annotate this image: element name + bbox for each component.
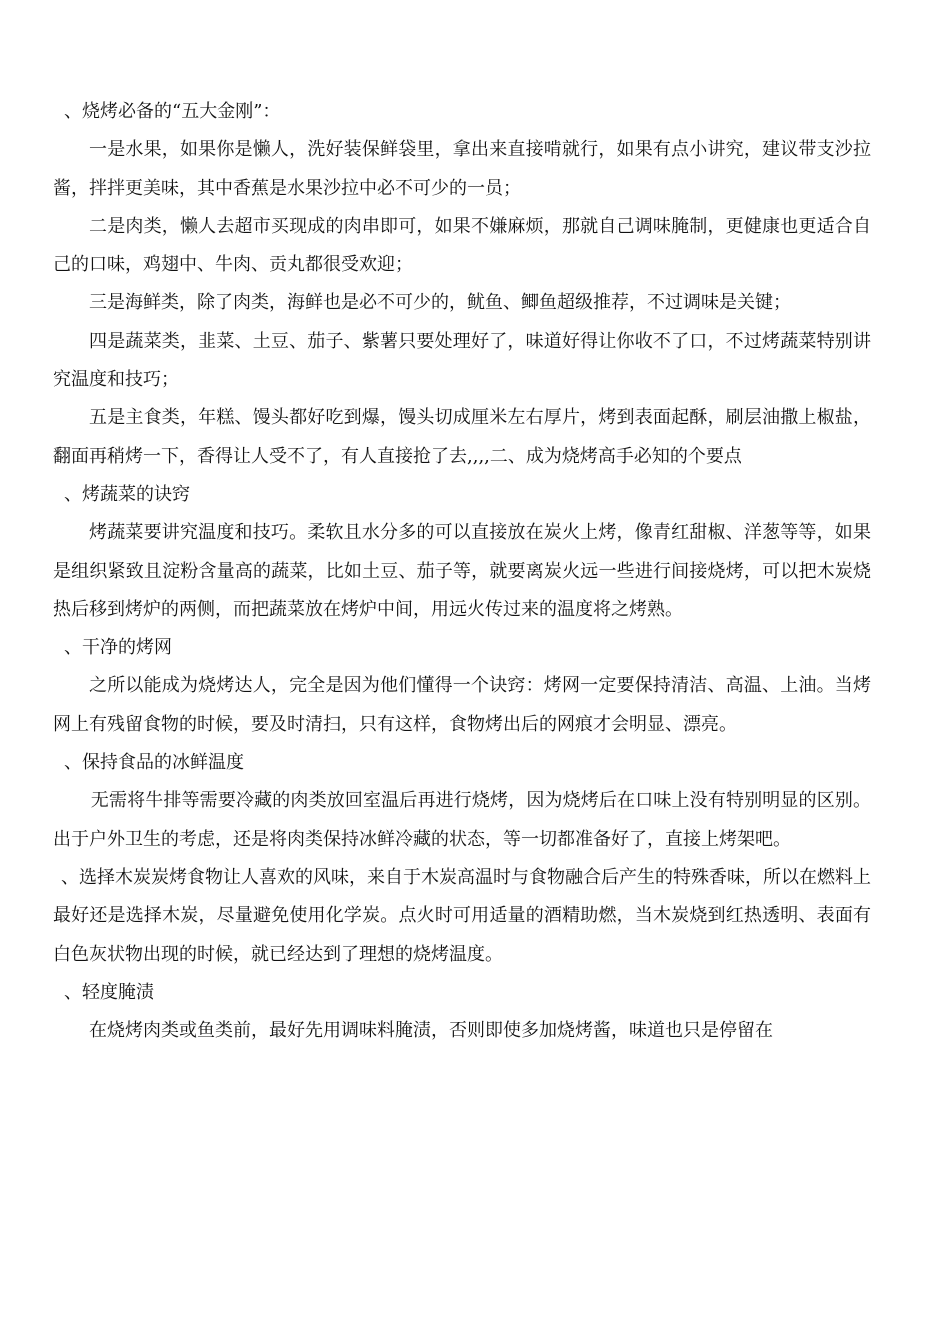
section-heading-five-essentials: 、烧烤必备的“五大金刚”： [64,101,281,122]
paragraph-staple-food: 五是主食类，年糕、馒头都好吃到爆，馒头切成厘米左右厚片，烤到表面起酥，刷层油撒上椒盐，翻面再稍烤一下，香得让人受不了，有人直接抢了去,,,,二、成为烧烤高手必知的个要点 [53,407,871,467]
charcoal-heading-lead: 、选择木炭炭烤食物让人喜欢的风味，来自于木炭高温时与食物融合后产生的特殊香味， [61,866,763,888]
paragraph-grilling-vegetables: 烤蔬菜要讲究温度和技巧。柔软且水分多的可以直接放在炭火上烤，像青红甜椒、洋葱等等，如果是组织紧致且淀粉含量高的蔬菜，比如土豆、茄子等，就要离炭火远一些进行间接烧烤，可以把木炭烧热后移到烤炉的两侧，而把蔬菜放在烤炉中间，用远火传过来的温度将之烤熟。 [53,522,871,620]
charcoal-body: 所以在燃料上最好还是选择木炭，尽量避免使用化学炭。点火时可用适量的酒精助燃，当木炭烧到红热透明、表面有白色灰状物出现的时候，就已经达到了理想的烧烤温度。 [53,866,871,965]
paragraph-charcoal [53,859,871,974]
paragraph-meat: 二是肉类，懒人去超市买现成的肉串即可，如果不嫌麻烦，那就自己调味腌制，更健康也更适合自己的口味，鸡翅中、牛肉、贡丸都很受欢迎； [53,215,871,276]
section-heading-light-marinade: 、轻度腌渍 [64,981,154,1003]
paragraph-chilled-food: 无需将牛排等需要冷藏的肉类放回室温后再进行烧烤，因为烧烤后在口味上没有特别明显的区别。出于户外卫生的考虑，还是将肉类保持冰鲜冷藏的状态，等一切都准备好了，直接上烤架吧。 [53,790,871,850]
section-heading-chilled-food: 、保持食品的冰鲜温度 [64,752,244,774]
paragraph-fruit: 一是水果，如果你是懒人，洗好装保鲜袋里，拿出来直接啃就行，如果有点小讲究，建议带支沙拉酱，拌拌更美味，其中香蕉是水果沙拉中必不可少的一员； [53,139,871,199]
paragraph-clean-grill: 之所以能成为烧烤达人，完全是因为他们懂得一个诀窍：烤网一定要保持清洁、高温、上油。当烤网上有残留食物的时候，要及时清扫，只有这样，食物烤出后的网痕才会明显、漂亮。 [53,675,871,735]
paragraph-seafood: 三是海鲜类，除了肉类，海鲜也是必不可少的，鱿鱼、鲫鱼超级推荐，不过调味是关键； [89,292,791,314]
document-body [53,93,871,1050]
paragraph-light-marinade: 在烧烤肉类或鱼类前，最好先用调味料腌渍，否则即使多加烧烤酱，味道也只是停留在 [89,1020,773,1042]
paragraph-vegetables: 四是蔬菜类，韭菜、土豆、茄子、紫薯只要处理好了，味道好得让你收不了口，不过烤蔬菜特别讲究温度和技巧； [53,330,871,391]
section-heading-clean-grill: 、干净的烤网 [64,637,172,659]
section-heading-grilling-vegetables: 、烤蔬菜的诀窍 [64,483,190,505]
